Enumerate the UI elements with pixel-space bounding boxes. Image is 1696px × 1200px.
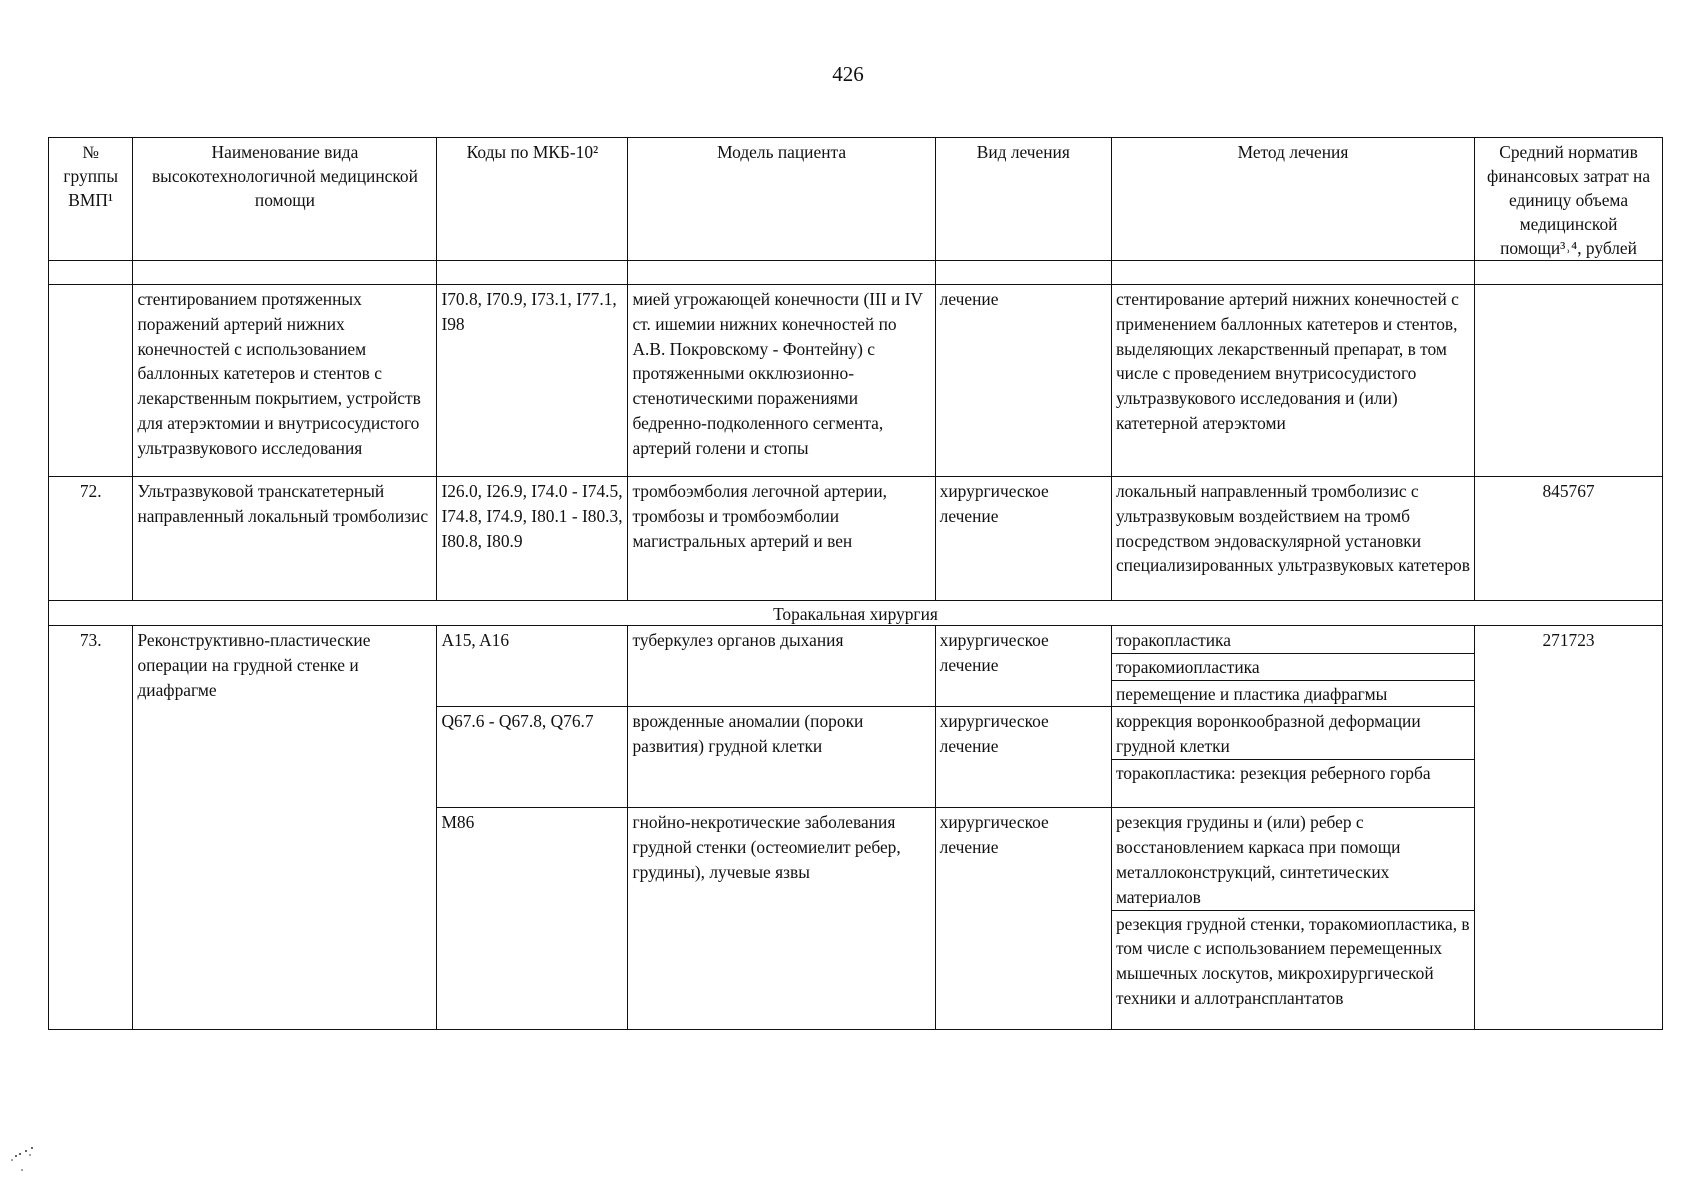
header-treatment-type: Вид лечения [935,138,1111,261]
method-item: резекция грудины и (или) ребер с восстановлением каркаса при помощи металлоконструкций, синтетических материалов [1115,812,1401,907]
table-row-73 [49,626,1663,707]
row-treatment-type: хирургическое лечение [935,808,1111,1030]
page-number: 426 [832,62,864,86]
vmp-table [48,137,1663,1030]
header-patient-model: Модель пациента [628,138,935,261]
header-name: Наименование вида высокотехнологичной медицинской помощи [133,138,437,261]
row-patient-model: гнойно-некротические заболевания грудной стенки (остеомиелит ребер, грудины), лучевые язвы [628,808,935,1030]
row-treatment-type: хирургическое лечение [935,477,1111,601]
row-codes: Q67.6 - Q67.8, Q76.7 [437,707,628,808]
row-patient-model: тромбоэмболия легочной артерии, тромбозы и тромбоэмболии магистральных артерий и вен [628,477,935,601]
row-methods [1111,707,1474,808]
row-group: 72. [49,477,133,601]
row-methods [1111,626,1474,707]
row-group [49,285,133,477]
row-treatment-type: хирургическое лечение [935,626,1111,707]
row-name: стентированием протяженных поражений артерий нижних конечностей с использованием баллонных катетеров и стентов с лекарственным покрытием, устройств для атерэктомии и внутрисосудистого ультразвукового исследования [133,285,437,477]
row-codes: M86 [437,808,628,1030]
method-item: резекция грудной стенки, торакомиопластика, в том числе с использованием перемещенных мышечных лоскутов, микрохирургической техники и аллотрансплантатов [1112,910,1474,1011]
table-header-row [49,138,1663,261]
row-group: 73. [49,626,133,1030]
row-patient-model: туберкулез органов дыхания [628,626,935,707]
row-codes: A15, A16 [437,626,628,707]
row-cost: 271723 [1475,626,1663,1030]
empty-spacer-row [49,261,1663,285]
scan-specks [6,1142,42,1182]
table-row [49,285,1663,477]
table-row-72 [49,477,1663,601]
row-treatment-type: хирургическое лечение [935,707,1111,808]
section-row [49,601,1663,626]
method-item: перемещение и пластика диафрагмы [1112,680,1474,707]
method-item: коррекция воронкообразной деформации грудной клетки [1115,711,1421,757]
method-item: торакопластика [1115,630,1231,650]
row-codes: I70.8, I70.9, I73.1, I77.1, I98 [437,285,628,477]
row-patient-model: врожденные аномалии (пороки развития) грудной клетки [628,707,935,808]
row-cost [1475,285,1663,477]
header-cost: Средний норматив финансовых затрат на единицу объема медицинской помощи³˒⁴, рублей [1475,138,1663,261]
row-name: Реконструктивно-пластические операции на грудной стенке и диафрагме [133,626,437,1030]
row-treatment-type: лечение [935,285,1111,477]
method-item: торакопластика: резекция реберного горба [1112,759,1474,786]
section-title: Торакальная хирургия [49,601,1663,626]
row-cost: 845767 [1475,477,1663,601]
row-method: локальный направленный тромболизис с ультразвуковым воздействием на тромб посредством эндоваскулярной установки специализированных ультразвуковых катетеров [1111,477,1474,601]
row-codes: I26.0, I26.9, I74.0 - I74.5, I74.8, I74.9, I80.1 - I80.3, I80.8, I80.9 [437,477,628,601]
header-codes: Коды по МКБ-10² [437,138,628,261]
header-method: Метод лечения [1111,138,1474,261]
row-name: Ультразвуковой транскатетерный направленный локальный тромболизис [133,477,437,601]
row-methods [1111,808,1474,1030]
method-item: торакомиопластика [1112,653,1474,680]
row-patient-model: мией угрожающей конечности (III и IV ст. ишемии нижних конечностей по А.В. Покровскому - Фонтейну) с протяженными окклюзионно-стенотическими поражениями бедренно-подколенного сегмента, артерий голени и стопы [628,285,935,477]
row-method: стентирование артерий нижних конечностей с применением баллонных катетеров и стентов, выделяющих лекарственный препарат, в том числе с проведением внутрисосудистого ультразвукового исследования и (или) катетерной атерэктоми [1111,285,1474,477]
header-group: № группы ВМП¹ [49,138,133,261]
